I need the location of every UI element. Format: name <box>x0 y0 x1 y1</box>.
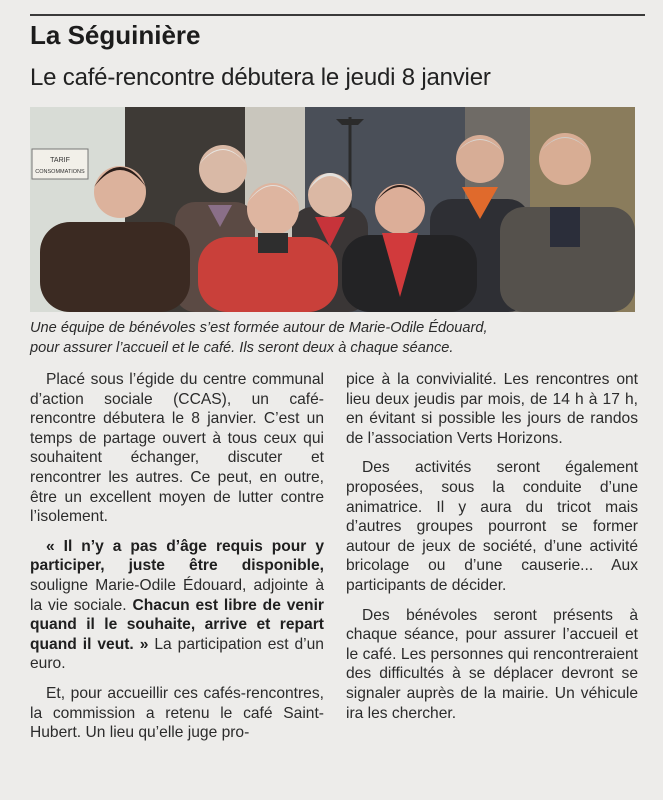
paragraph-4: Des activités seront également proposées, sous la conduite d’une animatrice. Il y aura du tricot mais d’autres groupes pourront se former autour de jeux de société, d’une activité bricolage ou d’une causerie... Aux participants de décider. <box>346 459 638 594</box>
paragraph-5: Des bénévoles seront présents à chaque séance, pour assurer l’accueil et le café. Les personnes qui rencontreraient des difficultés à se déplacer devront se signaler auprès de la mairie. Un véhicule ira les chercher. <box>346 606 638 722</box>
cafe-sign <box>32 149 88 179</box>
quote-part-1: « Il n’y a pas d’âge requis pour y participer, juste être disponible, <box>30 537 324 575</box>
paragraph-3-continued: pice à la convivialité. Les rencontres ont lieu deux jeudis par mois, de 14 h à 17 h, en évitant si possible les jours de randos de l’association Verts Horizons. <box>346 371 638 447</box>
paragraph-2-text-a: souligne Marie-Odile Édouard, adjointe à la vie sociale. <box>30 576 324 614</box>
caption-line-1: Une équipe de bénévoles s’est formée autour de Marie-Odile Édouard, <box>30 320 488 336</box>
svg-text:TARIF: TARIF <box>50 157 70 164</box>
article-column-right <box>346 370 638 733</box>
caption-line-2: pour assurer l’accueil et le café. Ils seront deux à chaque séance. <box>30 340 454 356</box>
svg-text:CONSOMMATIONS: CONSOMMATIONS <box>35 169 85 175</box>
article-column-left <box>30 370 324 753</box>
photo-caption <box>30 318 640 358</box>
paragraph-3: Et, pour accueillir ces cafés-rencontres, la commission a retenu le café Saint-Hubert. Un lieu qu’elle juge pro- <box>30 684 324 742</box>
paragraph-1: Placé sous l’égide du centre communal d’action sociale (CCAS), un café-rencontre débutera le 8 janvier. C’est un temps de partage ouvert à tous ceux qui souhaitent échanger, discuter et rencontrer les autres. Ce peut, en outre, être un excellent moyen de lutter contre l’isolement. <box>30 371 324 526</box>
town-title: La Séguinière <box>30 20 201 50</box>
paragraph-2-text-b: La participation est d’un euro. <box>30 635 324 673</box>
group-photo <box>30 107 635 312</box>
paragraph-2 <box>30 537 324 674</box>
header-rule <box>30 14 645 16</box>
quote-part-2: Chacun est libre de venir quand il le souhaite, arrive et repart quand il veut. » <box>30 596 324 653</box>
article-headline: Le café-rencontre débutera le jeudi 8 janvier <box>30 64 491 91</box>
